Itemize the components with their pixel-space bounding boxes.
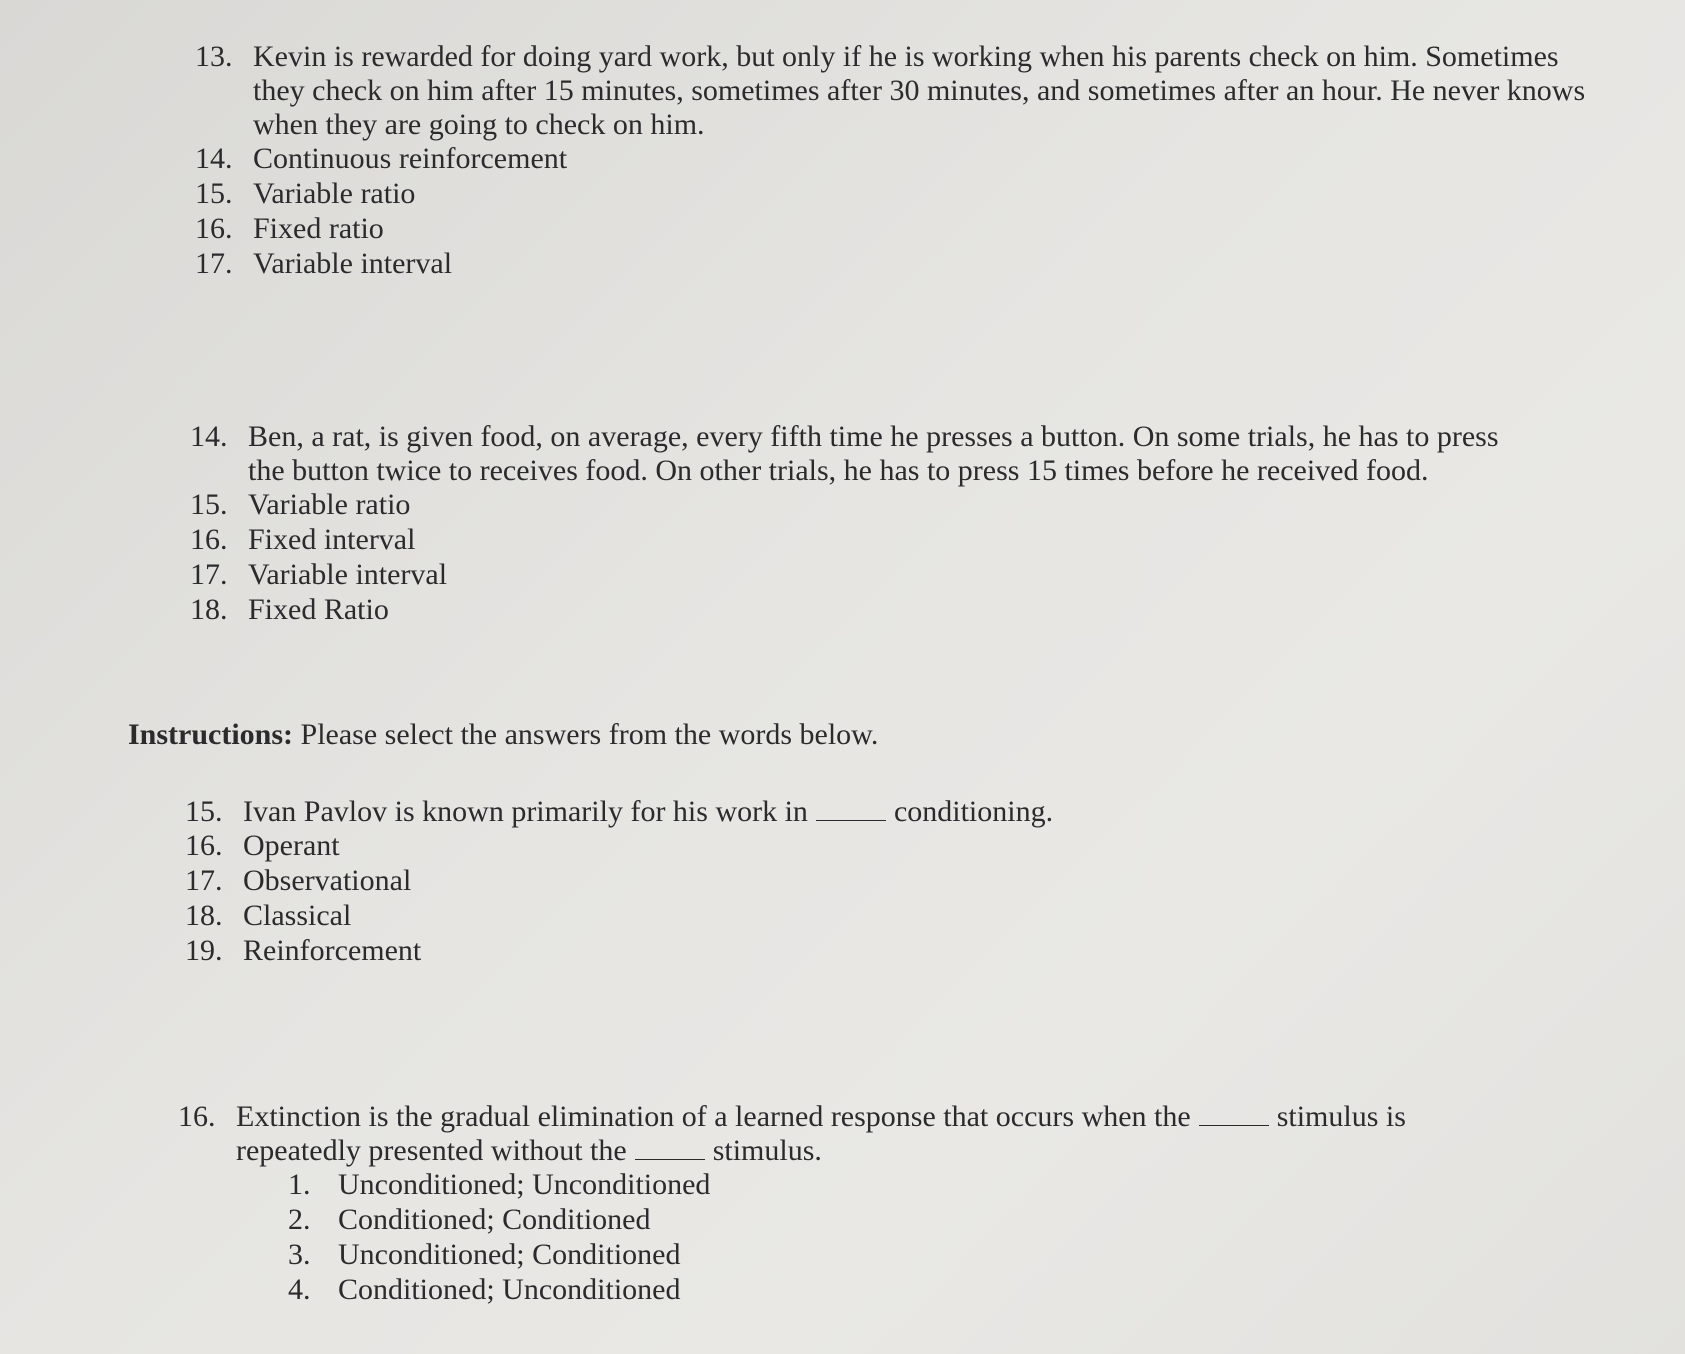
- option-number: 17.: [185, 864, 223, 897]
- option-number: 16.: [185, 829, 223, 862]
- instructions-text: Please select the answers from the words below.: [293, 718, 879, 751]
- question-stem: [185, 795, 1485, 829]
- option-text: Fixed Ratio: [248, 593, 389, 626]
- option-number: 18.: [190, 593, 228, 626]
- question-stem: [195, 40, 1595, 142]
- question-stem: [178, 1100, 1508, 1168]
- answer-option[interactable]: [185, 899, 1485, 934]
- question-text: Ben, a rat, is given food, on average, every fifth time he presses a button. On some trials, he has to press the button twice to receives food. On other trials, he has to press 15 times before he received food.: [248, 420, 1499, 487]
- option-text: Variable interval: [248, 558, 448, 591]
- question-text-part2: stimulus is repeatedly presented without the: [236, 1100, 1406, 1167]
- question-extinction: [178, 1100, 1508, 1308]
- option-number: 1.: [288, 1168, 311, 1201]
- instructions: [128, 718, 878, 752]
- option-number: 2.: [288, 1203, 311, 1236]
- option-text: Variable ratio: [253, 177, 416, 210]
- option-number: 18.: [185, 899, 223, 932]
- option-number: 17.: [190, 558, 228, 591]
- question-number: 15.: [185, 795, 223, 828]
- answer-option[interactable]: [195, 212, 1595, 247]
- option-text: Variable interval: [253, 247, 453, 280]
- option-text: Conditioned; Unconditioned: [338, 1273, 681, 1306]
- option-text: Conditioned; Conditioned: [338, 1203, 651, 1236]
- question-ben-rat: [190, 420, 1540, 628]
- question-text-part3: stimulus.: [712, 1134, 822, 1167]
- answer-option[interactable]: [190, 558, 1540, 593]
- option-text: Observational: [243, 864, 412, 897]
- option-number: 4.: [288, 1273, 311, 1306]
- answer-blank: [816, 798, 886, 821]
- question-number: 16.: [178, 1100, 216, 1133]
- answer-option[interactable]: [195, 177, 1595, 212]
- question-number: 14.: [190, 420, 228, 453]
- answer-option[interactable]: [185, 864, 1485, 899]
- option-text: Fixed interval: [248, 523, 416, 556]
- answer-option[interactable]: [195, 142, 1595, 177]
- answer-option[interactable]: [195, 247, 1595, 282]
- option-number: 16.: [195, 212, 233, 245]
- answer-option[interactable]: [190, 523, 1540, 558]
- option-number: 19.: [185, 934, 223, 967]
- question-stem: [190, 420, 1540, 488]
- option-text: Unconditioned; Unconditioned: [338, 1168, 711, 1201]
- question-text-after: conditioning.: [893, 795, 1054, 828]
- option-text: Fixed ratio: [253, 212, 384, 245]
- option-number: 14.: [195, 142, 233, 175]
- question-text-before: Ivan Pavlov is known primarily for his work in: [243, 795, 808, 828]
- answer-option[interactable]: [178, 1168, 1508, 1203]
- answer-option[interactable]: [178, 1238, 1508, 1273]
- answer-option[interactable]: [190, 488, 1540, 523]
- option-number: 3.: [288, 1238, 311, 1271]
- option-text: Unconditioned; Conditioned: [338, 1238, 681, 1271]
- question-number: 13.: [195, 40, 233, 73]
- option-number: 15.: [195, 177, 233, 210]
- answer-option[interactable]: [185, 829, 1485, 864]
- instructions-label: Instructions:: [128, 718, 294, 751]
- answer-blank: [1199, 1103, 1269, 1126]
- option-text: Classical: [243, 899, 352, 932]
- option-text: Reinforcement: [243, 934, 422, 967]
- option-number: 16.: [190, 523, 228, 556]
- answer-option[interactable]: [185, 934, 1485, 969]
- option-text: Variable ratio: [248, 488, 411, 521]
- option-number: 17.: [195, 247, 233, 280]
- answer-option[interactable]: [178, 1273, 1508, 1308]
- question-kevin: [195, 40, 1595, 282]
- answer-option[interactable]: [178, 1203, 1508, 1238]
- question-pavlov: [185, 795, 1485, 969]
- question-text-part1: Extinction is the gradual elimination of a learned response that occurs when the: [236, 1100, 1191, 1133]
- option-number: 15.: [190, 488, 228, 521]
- answer-option[interactable]: [190, 593, 1540, 628]
- option-text: Operant: [243, 829, 340, 862]
- question-text: Kevin is rewarded for doing yard work, but only if he is working when his parents check on him. Sometimes they check on him after 15 minutes, sometimes after 30 minutes, and sometimes after an hour. He never knows when they are going to check on him.: [253, 40, 1586, 141]
- answer-blank: [635, 1137, 705, 1160]
- option-text: Continuous reinforcement: [253, 142, 568, 175]
